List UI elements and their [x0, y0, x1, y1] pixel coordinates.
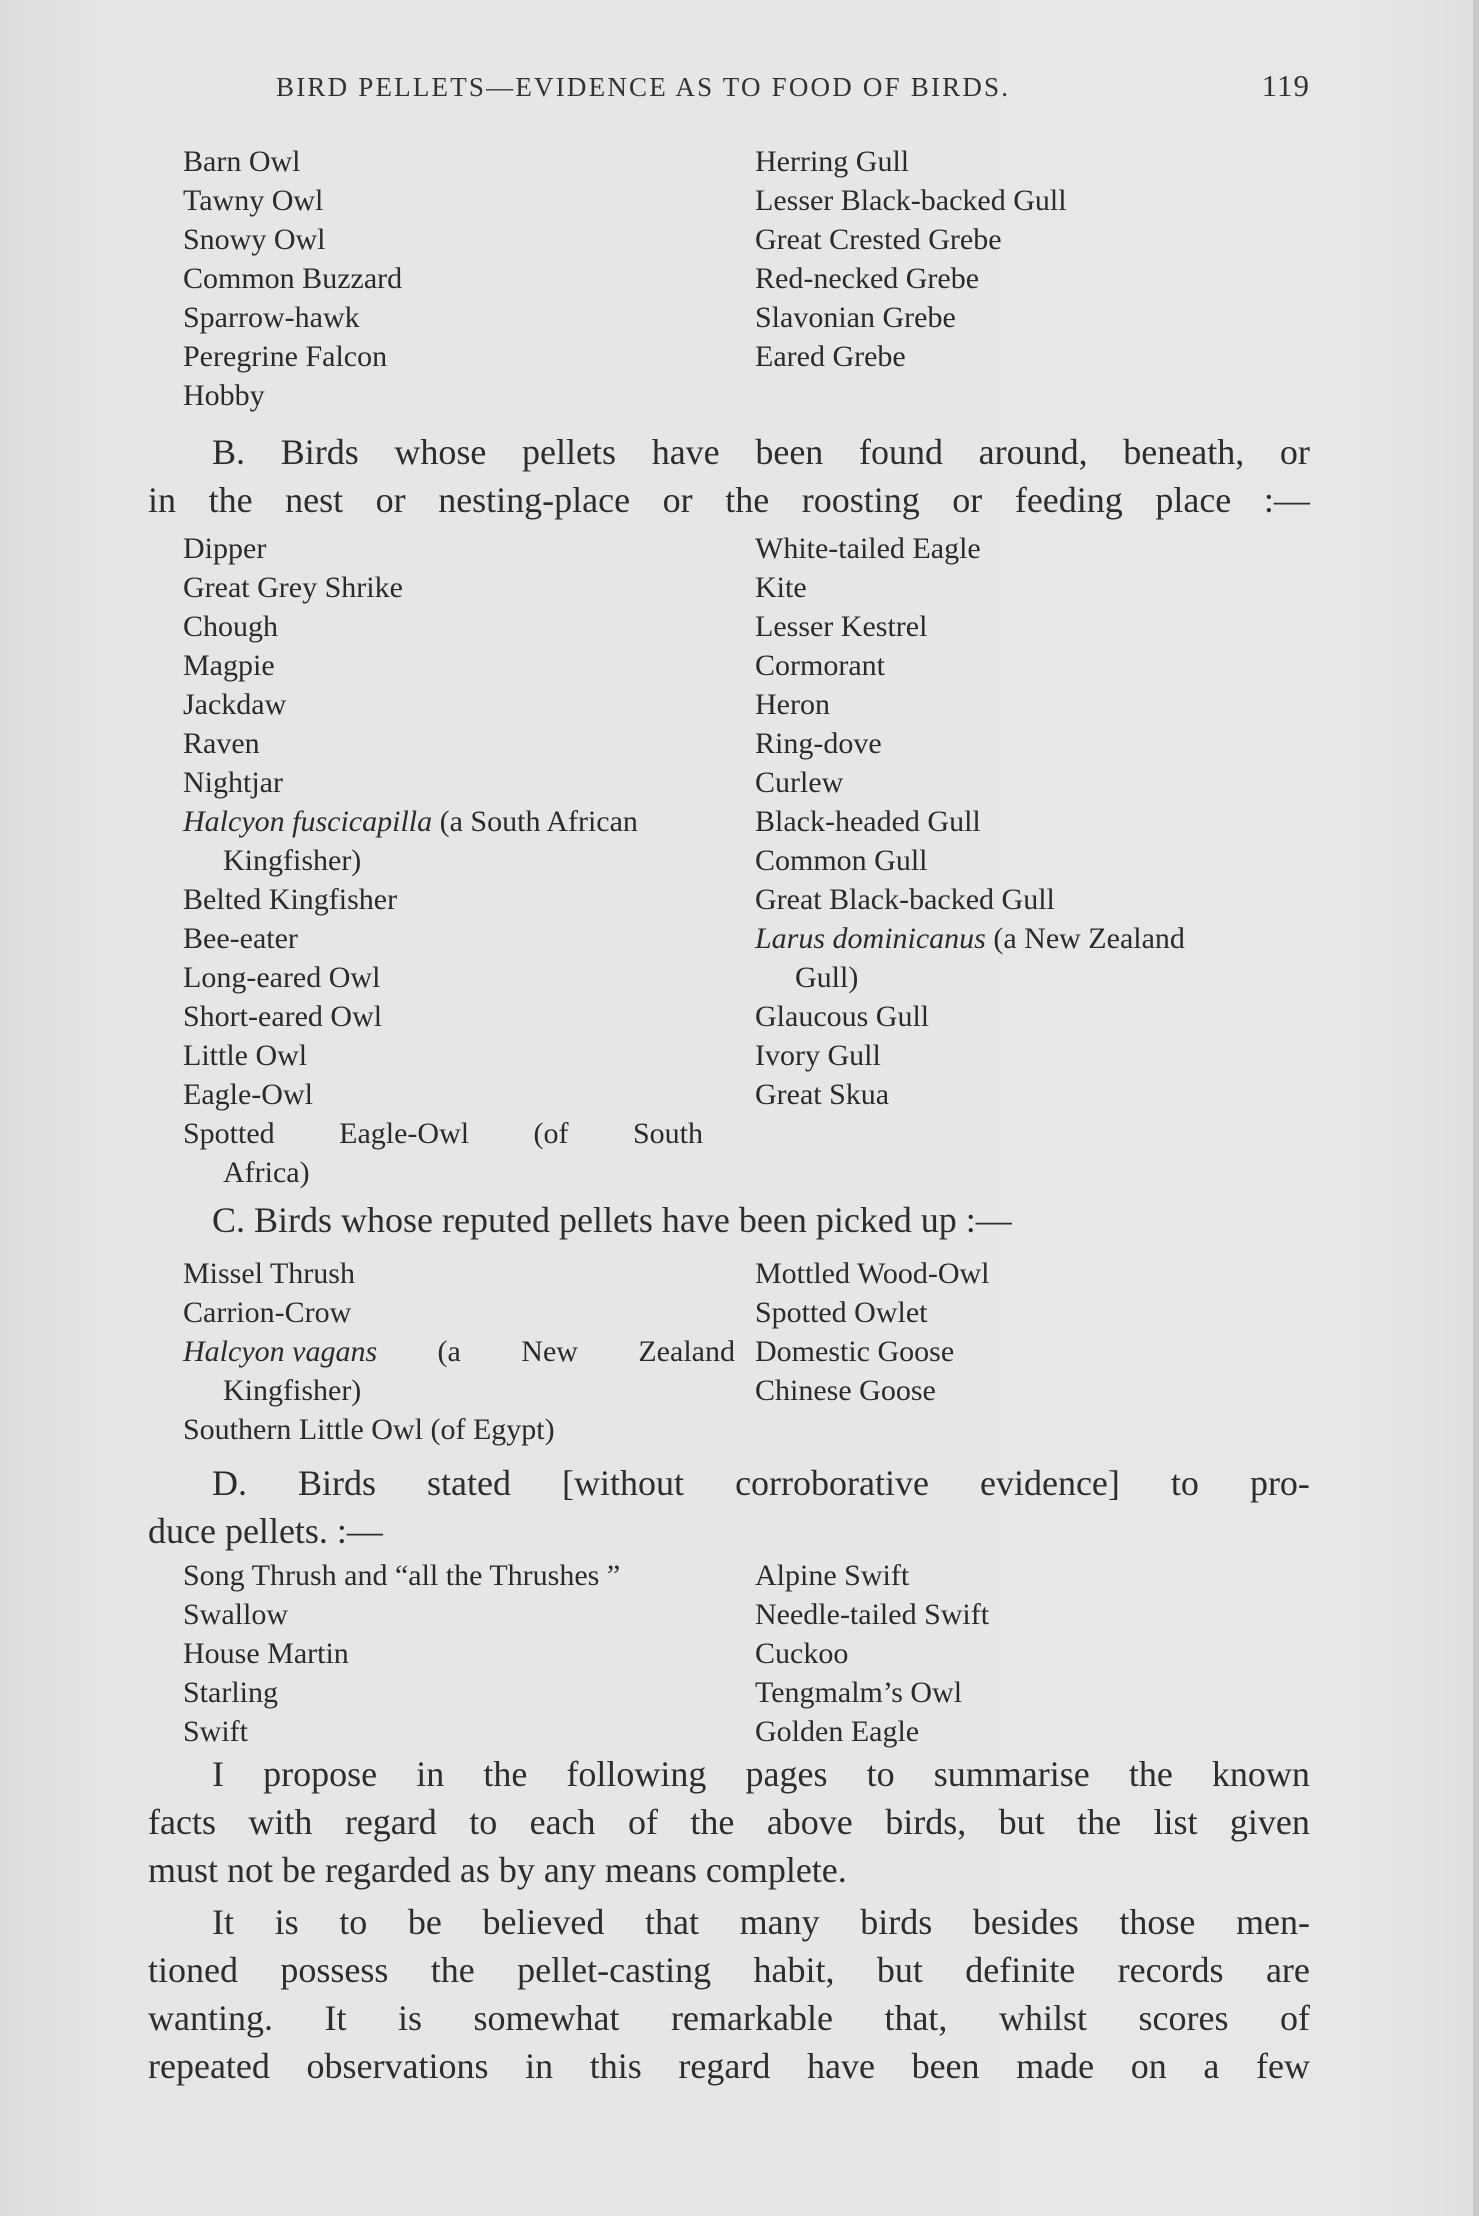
list-item: Swift — [183, 1715, 249, 1748]
paragraph-line: must not be regarded as by any means complete. — [148, 1850, 847, 1890]
word: the — [690, 1802, 735, 1842]
word: summarise — [933, 1754, 1090, 1794]
item-note: (a New Zealand — [985, 922, 1185, 955]
heading-word: evidence] — [979, 1463, 1120, 1503]
list-item: Herring Gull — [755, 145, 910, 178]
section-c-heading-line: C. Birds whose reputed pellets have been picked up :— — [212, 1200, 1012, 1240]
list-item — [183, 1114, 703, 1153]
list-item: Tengmalm’s Owl — [755, 1676, 963, 1709]
word: repeated — [148, 2046, 270, 2086]
word: the — [208, 480, 253, 520]
word: been — [911, 2046, 980, 2086]
page-header — [276, 68, 1310, 108]
section-d-heading — [148, 1459, 1310, 1555]
list-item: Red-necked Grebe — [755, 262, 980, 295]
word: whose — [394, 432, 487, 472]
word: definite — [965, 1950, 1076, 1990]
list-item: Long-eared Owl — [183, 961, 381, 994]
body-paragraph-2 — [148, 1898, 1310, 2090]
list-b-right-column — [755, 529, 1315, 1114]
page-number: 119 — [1261, 68, 1310, 103]
item-word: Zealand — [638, 1335, 735, 1368]
word: propose — [263, 1754, 378, 1794]
word: pages — [745, 1754, 828, 1794]
word: or — [1279, 432, 1310, 472]
word: birds — [860, 1902, 933, 1942]
list-item: Tawny Owl — [183, 184, 324, 217]
word: B. — [212, 432, 246, 472]
list-item: Kite — [755, 571, 807, 604]
list-item: Belted Kingfisher — [183, 883, 398, 916]
word: pellet-casting — [517, 1950, 712, 1990]
word: to — [469, 1802, 498, 1842]
heading-word: D. — [212, 1463, 247, 1503]
section-d-heading-line — [148, 1459, 1310, 1507]
word: or — [375, 480, 406, 520]
word: the — [1077, 1802, 1122, 1842]
paragraph-line — [148, 1750, 1310, 1798]
page-edge-shadow — [1473, 0, 1479, 2216]
list-item: Needle-tailed Swift — [755, 1598, 990, 1631]
list-item: Cuckoo — [755, 1637, 849, 1670]
list-c-right-column — [755, 1254, 1315, 1410]
word: besides — [972, 1902, 1079, 1942]
word: Birds — [280, 432, 359, 472]
word: is — [398, 1998, 423, 2038]
list-item: Chinese Goose — [755, 1374, 936, 1407]
word: been — [755, 432, 824, 472]
list-item — [183, 802, 743, 841]
list-item: Glaucous Gull — [755, 1000, 930, 1033]
list-item: Spotted Owlet — [755, 1296, 928, 1329]
word: are — [1265, 1950, 1310, 1990]
list-item: Ivory Gull — [755, 1039, 881, 1072]
paragraph-line — [148, 1994, 1310, 2042]
word: or — [662, 480, 693, 520]
word: each — [529, 1802, 596, 1842]
word: place — [1155, 480, 1232, 520]
word: regard — [678, 2046, 771, 2086]
list-item: Eagle-Owl — [183, 1078, 313, 1111]
list-item-continuation: Kingfisher) — [223, 1374, 362, 1407]
heading-word: stated — [427, 1463, 512, 1503]
word: tioned — [148, 1950, 238, 1990]
word: believed — [482, 1902, 605, 1942]
word: facts — [148, 1802, 216, 1842]
word: in — [148, 480, 177, 520]
list-item: Heron — [755, 688, 830, 721]
list-item: Cormorant — [755, 649, 885, 682]
word: but — [998, 1802, 1045, 1842]
item-word: Eagle-Owl — [339, 1117, 470, 1150]
word: on — [1130, 2046, 1167, 2086]
list-item: Magpie — [183, 649, 275, 682]
heading-word: corroborative — [735, 1463, 929, 1503]
paragraph-line — [148, 1946, 1310, 1994]
section-b-heading-line — [148, 476, 1310, 524]
word: that — [645, 1902, 699, 1942]
word: I — [212, 1754, 224, 1794]
list-item: Great Grey Shrike — [183, 571, 403, 604]
word: known — [1211, 1754, 1310, 1794]
word: the — [483, 1754, 528, 1794]
word: roosting — [801, 480, 920, 520]
word: It — [324, 1998, 347, 2038]
paragraph-line — [148, 2042, 1310, 2090]
word: list — [1153, 1802, 1198, 1842]
scientific-name: Larus dominicanus — [755, 922, 986, 955]
list-item: Domestic Goose — [755, 1335, 955, 1368]
word: beneath, — [1123, 432, 1245, 472]
word: observations — [306, 2046, 489, 2086]
section-c-heading — [148, 1196, 1310, 1244]
list-item: Nightjar — [183, 766, 283, 799]
paragraph-line — [148, 1798, 1310, 1846]
heading-word: Birds — [298, 1463, 377, 1503]
list-item: Lesser Kestrel — [755, 610, 928, 643]
list-item: Great Black-backed Gull — [755, 883, 1055, 916]
item-word: Spotted — [183, 1117, 275, 1150]
word: around, — [978, 432, 1088, 472]
list-d-left-column — [183, 1556, 743, 1751]
list-item: Bee-eater — [183, 922, 298, 955]
list-item: Carrion-Crow — [183, 1296, 352, 1329]
word: It — [212, 1902, 234, 1942]
item-word: New — [521, 1335, 578, 1368]
list-item: Jackdaw — [183, 688, 287, 721]
list-item: Missel Thrush — [183, 1257, 355, 1290]
word: the — [725, 480, 770, 520]
word: that, — [884, 1998, 948, 2038]
list-item: Song Thrush and “all the Thrushes ” — [183, 1559, 621, 1592]
list-item: Hobby — [183, 379, 265, 412]
list-item: Southern Little Owl (of Egypt) — [183, 1413, 555, 1446]
word: possess — [280, 1950, 389, 1990]
list-item: Snowy Owl — [183, 223, 326, 256]
list-item: Slavonian Grebe — [755, 301, 956, 334]
list-item: House Martin — [183, 1637, 349, 1670]
list-item: Eared Grebe — [755, 340, 906, 373]
list-item — [183, 1332, 735, 1371]
word: habit, — [753, 1950, 835, 1990]
running-head: BIRD PELLETS—EVIDENCE AS TO FOOD OF BIRDS. — [276, 72, 1011, 102]
word: of — [1279, 1998, 1310, 2038]
word: men- — [1236, 1902, 1310, 1942]
word: above — [766, 1802, 853, 1842]
word: in — [416, 1754, 445, 1794]
list-b-left-column — [183, 529, 743, 1192]
heading-word: to — [1170, 1463, 1199, 1503]
word: a — [1203, 2046, 1220, 2086]
list-item: Great Skua — [755, 1078, 890, 1111]
list-a-left-column — [183, 142, 743, 415]
word: somewhat — [473, 1998, 620, 2038]
list-item: Swallow — [183, 1598, 288, 1631]
list-a-right-column — [755, 142, 1315, 376]
word: made — [1016, 2046, 1095, 2086]
word: be — [407, 1902, 442, 1942]
word: :— — [1263, 480, 1310, 520]
list-d-right-column — [755, 1556, 1315, 1751]
word: feeding — [1014, 480, 1123, 520]
list-item: Golden Eagle — [755, 1715, 920, 1748]
list-item: Ring-dove — [755, 727, 882, 760]
word: the — [1128, 1754, 1173, 1794]
section-b-heading — [148, 428, 1310, 524]
list-item-continuation: Africa) — [223, 1156, 310, 1189]
word: birds, — [885, 1802, 967, 1842]
word: those — [1119, 1902, 1196, 1942]
section-d-heading-line: duce pellets. :— — [148, 1511, 383, 1551]
list-item: Barn Owl — [183, 145, 301, 178]
list-item: Little Owl — [183, 1039, 308, 1072]
word: records — [1117, 1950, 1224, 1990]
list-item: Alpine Swift — [755, 1559, 910, 1592]
word: this — [589, 2046, 642, 2086]
word: nesting-place — [438, 480, 631, 520]
list-item: Black-headed Gull — [755, 805, 981, 838]
list-item: Peregrine Falcon — [183, 340, 388, 373]
section-b-heading-line — [148, 428, 1310, 476]
list-item: Dipper — [183, 532, 267, 565]
item-word: (a — [437, 1335, 461, 1368]
list-item-continuation: Kingfisher) — [223, 844, 362, 877]
list-item: Great Crested Grebe — [755, 223, 1002, 256]
word: pellets — [522, 432, 617, 472]
word: nest — [285, 480, 344, 520]
list-item: Sparrow-hawk — [183, 301, 360, 334]
word: scores — [1138, 1998, 1229, 2038]
word: have — [806, 2046, 875, 2086]
list-item: Common Gull — [755, 844, 928, 877]
body-paragraph-1 — [148, 1750, 1310, 1894]
word: in — [525, 2046, 554, 2086]
word: many — [739, 1902, 820, 1942]
word: with — [248, 1802, 313, 1842]
list-item: Lesser Black-backed Gull — [755, 184, 1067, 217]
list-item — [755, 919, 1315, 958]
word: of — [627, 1802, 658, 1842]
word: given — [1229, 1802, 1310, 1842]
word: the — [430, 1950, 475, 1990]
list-item: Short-eared Owl — [183, 1000, 383, 1033]
word: regard — [344, 1802, 437, 1842]
word: or — [952, 480, 983, 520]
list-item: White-tailed Eagle — [755, 532, 981, 565]
list-item-continuation: Gull) — [795, 961, 859, 994]
word: few — [1255, 2046, 1310, 2086]
word: whilst — [998, 1998, 1087, 2038]
word: is — [274, 1902, 299, 1942]
list-item: Starling — [183, 1676, 278, 1709]
word: to — [866, 1754, 895, 1794]
heading-word: [without — [562, 1463, 685, 1503]
word: have — [651, 432, 720, 472]
list-item: Chough — [183, 610, 279, 643]
word: to — [339, 1902, 368, 1942]
list-c-left-column — [183, 1254, 743, 1449]
list-item: Curlew — [755, 766, 844, 799]
item-note: (a South African — [432, 805, 638, 838]
scientific-name: Halcyon fuscicapilla — [183, 805, 433, 838]
word: wanting. — [148, 1998, 273, 2038]
list-item: Mottled Wood-Owl — [755, 1257, 990, 1290]
word: but — [876, 1950, 923, 1990]
list-item: Raven — [183, 727, 260, 760]
paragraph-line — [148, 1898, 1310, 1946]
word: remarkable — [671, 1998, 833, 2038]
list-item: Common Buzzard — [183, 262, 403, 295]
item-word: (of — [533, 1117, 569, 1150]
scientific-name: Halcyon vagans — [183, 1335, 378, 1368]
heading-word: pro- — [1249, 1463, 1310, 1503]
word: following — [566, 1754, 707, 1794]
item-word: South — [632, 1117, 703, 1150]
word: found — [858, 432, 943, 472]
